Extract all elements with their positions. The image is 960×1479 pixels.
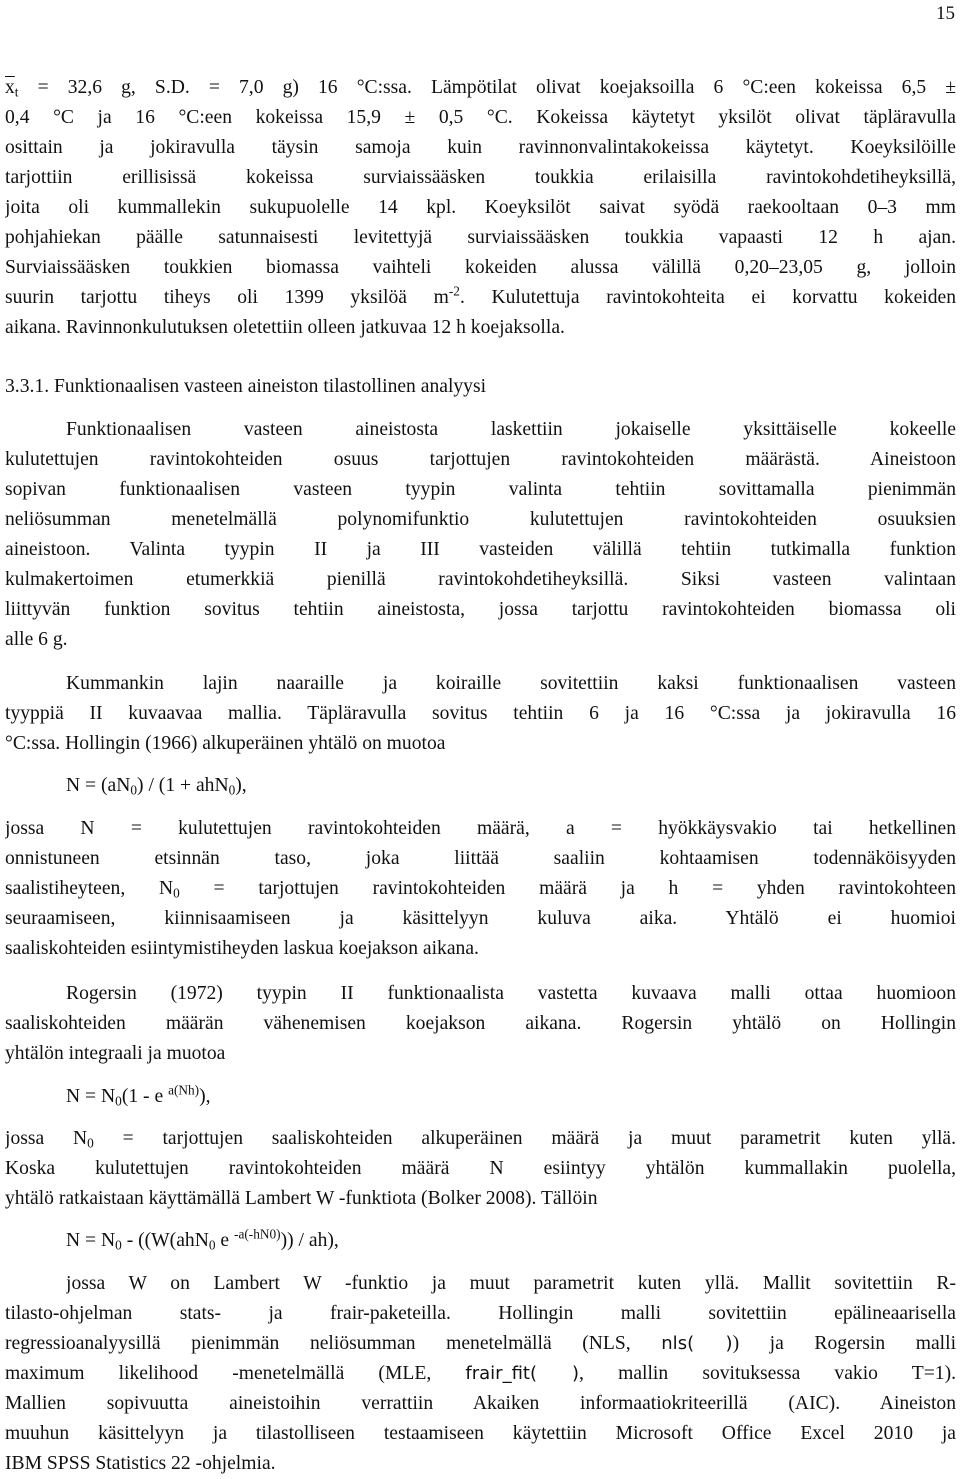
eq-part: )) / ah),: [280, 1230, 339, 1251]
line-text: = tarjottujen saaliskohteiden alkuperäinen määrä ja muut parametrit kuten yllä.: [93, 1128, 956, 1149]
text-line: [5, 1359, 956, 1389]
line-text: suurin tarjottu tiheys oli 1399 yksilöä m: [5, 287, 449, 308]
line-text: muuhun käsittelyyn ja tilastolliseen testaamiseen käytettiin Microsoft Office Excel 2010 ja: [5, 1423, 956, 1444]
paragraph-6: [5, 1124, 956, 1214]
line-text: . Kulutettuja ravintokohteita ei korvattu kokeiden: [459, 287, 956, 308]
subscript: 0: [130, 782, 138, 798]
paragraph-5: [5, 979, 956, 1069]
text-line: [5, 595, 956, 625]
line-text: Kummankin lajin naaraille ja koiraille sovitettiin kaksi funktionaalisen vasteen: [66, 673, 956, 694]
line-text: saaliskohteiden määrän vähenemisen koejakson aikana. Rogersin yhtälö on Hollingin: [5, 1013, 956, 1034]
line-text: Funktionaalisen vasteen aineistosta laskettiin jokaiselle yksittäiselle kokeelle: [66, 419, 956, 440]
line-text: = tarjottujen ravintokohteiden määrä ja h = yhden ravintokohteen: [179, 878, 956, 899]
subscript: 0: [173, 885, 180, 901]
line-text: alle 6 g.: [5, 629, 68, 650]
x-bar-symbol: $\overline{x}$: [5, 77, 15, 98]
text-line: [5, 445, 956, 475]
line-text: sopivan funktionaalisen vasteen tyypin valinta tehtiin sovittamalla pienimmän: [5, 479, 956, 500]
line-text: kulmakertoimen etumerkkiä pienillä ravintokohdetiheyksillä. Siksi vasteen valintaan: [5, 569, 956, 590]
text-line: [5, 1389, 956, 1419]
text-line: [5, 505, 956, 535]
paragraph-2: [5, 415, 956, 655]
superscript: a(Nh): [168, 1082, 200, 1098]
text-line: [5, 163, 956, 193]
subscript: 0: [115, 1237, 122, 1253]
eq-part: ) / (1 + ahN: [137, 775, 229, 796]
line-text: , mallin sovituksessa vakio T=1).: [579, 1363, 956, 1384]
text-line: [5, 73, 956, 103]
text-line: [5, 814, 956, 844]
text-line: [5, 729, 956, 759]
eq-part: ),: [235, 775, 247, 796]
text-line: [5, 934, 956, 964]
line-text: pohjahiekan päälle satunnaisesti levitettyjä surviaissääsken toukkia vapaasti 12 h ajan.: [5, 227, 956, 248]
line-text: jossa N = kulutettujen ravintokohteiden määrä, a = hyökkäysvakio tai hetkellinen: [5, 818, 956, 839]
text-line: [5, 103, 956, 133]
text-line: [5, 223, 956, 253]
line-text: liittyvän funktion sovitus tehtiin aineistosta, jossa tarjottu ravintokohteiden biomassa oli: [5, 599, 956, 620]
line-text: jossa N: [5, 1128, 88, 1149]
paragraph-3: [5, 669, 956, 759]
text-line: [5, 313, 956, 343]
line-text: ) ja Rogersin malli: [732, 1333, 956, 1354]
line-text: aikana. Ravinnonkulutuksen oletettiin olleen jatkuvaa 12 h koejaksolla.: [5, 317, 565, 338]
text-line: [5, 283, 956, 313]
subscript: 0: [228, 782, 236, 798]
line-text: Koska kulutettujen ravintokohteiden määrä N esiintyy yhtälön kummallakin puolella,: [5, 1158, 956, 1179]
subscript: t: [14, 84, 19, 100]
text-line: [5, 1449, 956, 1479]
text-line: [5, 904, 956, 934]
superscript: -2: [448, 283, 460, 299]
text-line: [5, 253, 956, 283]
equation-rogers: [66, 1082, 211, 1112]
line-text: 0,4 °C ja 16 °C:een kokeissa 15,9 ± 0,5 °C. Kokeissa käytetyt yksilöt olivat täpläravulla: [5, 107, 956, 128]
text-line: [5, 874, 956, 904]
line-text: °C:ssa. Hollingin (1966) alkuperäinen yhtälö on muotoa: [5, 733, 446, 754]
subscript: 0: [115, 1093, 122, 1109]
r-function-name: frair_fit( ): [465, 1363, 580, 1384]
text-line: [5, 669, 956, 699]
line-text: regressioanalyysillä pienimmän neliösumman menetelmällä (NLS,: [5, 1333, 662, 1354]
equation-lambert: [66, 1226, 339, 1256]
subscript: 0: [87, 1135, 94, 1151]
text-line: [5, 844, 956, 874]
text-line: [5, 133, 956, 163]
eq-part: (1 - e: [121, 1086, 169, 1107]
text-line: [5, 1124, 956, 1154]
line-text: osittain ja jokiravulla täysin samoja kuin ravinnonvalintakokeissa käytetyt. Koeyksilöille: [5, 137, 956, 158]
equation-holling: [66, 771, 247, 801]
eq-part: N = (aN: [66, 775, 131, 796]
text-line: [5, 415, 956, 445]
line-text: saaliskohteiden esiintymistiheyden laskua koejakson aikana.: [5, 938, 479, 959]
line-text: Surviaissääsken toukkien biomassa vaihteli kokeiden alussa välillä 0,20–23,05 g, jolloin: [5, 257, 956, 278]
line-text: aineistoon. Valinta tyypin II ja III vasteiden välillä tehtiin tutkimalla funktion: [5, 539, 956, 560]
subscript: 0: [208, 1237, 216, 1253]
line-text: Mallien sopivuutta aineistoihin verrattiin Akaiken informaatiokriteerillä (AIC). Aineiston: [5, 1393, 956, 1414]
eq-part: N = N: [66, 1086, 116, 1107]
line-text: = 32,6 g, S.D. = 7,0 g) 16 °C:ssa. Lämpötilat olivat koejaksoilla 6 °C:een kokeissa 6,5 ±: [18, 77, 956, 98]
text-line: [5, 1154, 956, 1184]
section-heading: 3.3.1. Funktionaalisen vasteen aineiston tilastollinen analyysi: [5, 376, 487, 397]
r-function-name: nls( ): [661, 1333, 733, 1354]
line-text: yhtälö ratkaistaan käyttämällä Lambert W -funktiota (Bolker 2008). Tällöin: [5, 1188, 598, 1209]
line-text: joita oli kummallekin sukupuolelle 14 kpl. Koeyksilöt saivat syödä raekooltaan 0–3 mm: [5, 197, 956, 218]
text-line: [5, 475, 956, 505]
text-line: [5, 1184, 956, 1214]
text-line: [5, 625, 956, 655]
paragraph-1: [5, 73, 956, 343]
text-line: [5, 1299, 956, 1329]
superscript: -a(-hN0): [234, 1226, 281, 1242]
paragraph-7: [5, 1269, 956, 1479]
eq-part: - ((W(ahN: [121, 1230, 209, 1251]
text-line: [5, 1419, 956, 1449]
line-text: kulutettujen ravintokohteiden osuus tarjottujen ravintokohteiden määrästä. Aineistoon: [5, 449, 956, 470]
line-text: tyyppiä II kuvaavaa mallia. Täpläravulla sovitus tehtiin 6 ja 16 °C:ssa ja jokiravulla 16: [5, 703, 956, 724]
line-text: seuraamiseen, kiinnisaamiseen ja käsittelyyn kuluva aika. Yhtälö ei huomioi: [5, 908, 956, 929]
eq-part: e: [215, 1230, 235, 1251]
text-line: [5, 1009, 956, 1039]
line-text: jossa W on Lambert W -funktio ja muut parametrit kuten yllä. Mallit sovitettiin R-: [66, 1273, 956, 1294]
paragraph-4: [5, 814, 956, 964]
line-text: maximum likelihood -menetelmällä (MLE,: [5, 1363, 466, 1384]
text-line: [5, 1039, 956, 1069]
text-line: [5, 193, 956, 223]
eq-part: N = N: [66, 1230, 116, 1251]
text-line: [5, 535, 956, 565]
page-number: 15: [936, 3, 955, 24]
eq-part: ),: [199, 1086, 211, 1107]
text-line: [66, 1269, 956, 1299]
line-text: yhtälön integraali ja muotoa: [5, 1043, 226, 1064]
text-line: [5, 1329, 956, 1359]
text-line: [5, 699, 956, 729]
line-text: saalistiheyteen, N: [5, 878, 174, 899]
line-text: Rogersin (1972) tyypin II funktionaalista vastetta kuvaava malli ottaa huomioon: [66, 983, 956, 1004]
text-line: [5, 565, 956, 595]
text-line: [5, 979, 956, 1009]
line-text: tilasto-ohjelman stats- ja frair-paketeilla. Hollingin malli sovitettiin epälineaarisella: [5, 1303, 956, 1324]
line-text: tarjottiin erillisissä kokeissa surviaissääsken toukkia erilaisilla ravintokohdetiheyksillä,: [5, 167, 956, 188]
line-text: onnistuneen etsinnän taso, joka liittää saaliin kohtaamisen todennäköisyyden: [5, 848, 956, 869]
line-text: neliösumman menetelmällä polynomifunktio kulutettujen ravintokohteiden osuuksien: [5, 509, 956, 530]
line-text: IBM SPSS Statistics 22 -ohjelmia.: [5, 1453, 276, 1474]
